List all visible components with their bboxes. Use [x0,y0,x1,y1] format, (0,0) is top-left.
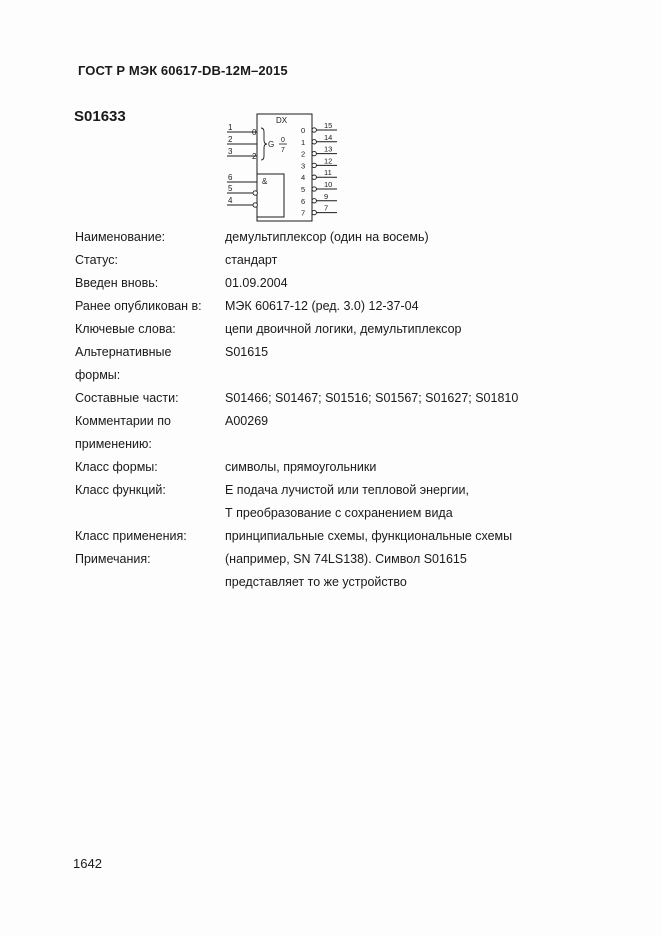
field-row [75,295,635,318]
field-value [225,318,635,341]
field-value-line: символы, прямоугольники [225,460,377,474]
field-label [75,387,225,410]
field-value-line: стандарт [225,253,278,267]
field-label-line: Класс формы: [75,460,158,474]
field-value [225,272,635,295]
field-value-line: демультиплексор (один на восемь) [225,230,429,244]
field-value-line: МЭК 60617-12 (ред. 3.0) 12-37-04 [225,299,419,313]
field-row [75,548,635,594]
field-label-line: Наименование: [75,230,166,244]
output-group [301,121,337,218]
field-label [75,479,225,525]
field-value [225,387,635,410]
input-pin-1: 1 [228,123,233,132]
output-pin-3: 12 [324,156,333,166]
field-value [225,295,635,318]
field-value-line: S01466; S01467; S01516; S01567; S01627; S01810 [225,391,519,405]
field-row [75,479,635,525]
field-row [75,226,635,249]
field-row [75,410,635,456]
field-value-line: Т преобразование с сохранением вида [225,506,453,520]
weight-2: 2 [252,152,257,161]
output-index-2: 2 [301,149,306,159]
output-negation-0 [312,128,316,132]
output-index-4: 4 [301,173,306,183]
output-pin-4: 11 [324,168,332,178]
enable-pin-4: 4 [228,196,233,205]
field-value-line: 01.09.2004 [225,276,288,290]
enable-pin-5: 5 [228,184,233,193]
group-range-bottom: 7 [281,147,285,154]
field-value-line: Е подача лучистой или тепловой энергии, [225,483,469,497]
field-label-line: Альтернативные [75,345,172,359]
field-label [75,548,225,594]
field-label-line: формы: [75,368,121,382]
field-value-line: цепи двоичной логики, демультиплексор [225,322,462,336]
group-range-top: 0 [281,137,285,144]
output-index-7: 7 [301,208,306,218]
field-label-line: Класс функций: [75,483,166,497]
demultiplexer-diagram [220,112,340,227]
field-value-line: принципиальные схемы, функциональные схемы [225,529,513,543]
field-value-line: A00269 [225,414,269,428]
field-row [75,341,635,387]
demultiplexer-symbol [220,112,340,227]
group-label: G [268,140,275,149]
field-label-line: Статус: [75,253,118,267]
field-label [75,525,225,548]
field-row [75,249,635,272]
symbol-code: S01633 [74,108,126,125]
field-label-line: применению: [75,437,152,451]
field-label-line: Введен вновь: [75,276,159,290]
field-label [75,249,225,272]
negation-circle-4 [253,203,257,207]
field-row [75,525,635,548]
field-label-line: Составные части: [75,391,179,405]
field-label-line: Примечания: [75,552,151,566]
input-brace [261,128,267,160]
output-negation-5 [312,187,316,191]
and-qualifier: & [262,177,268,186]
field-label-line: Ранее опубликован в: [75,299,202,313]
output-index-0: 0 [301,126,306,135]
field-label [75,410,225,456]
output-pin-5: 10 [324,180,333,189]
output-negation-2 [312,151,316,155]
field-row [75,387,635,410]
input-pin-2: 2 [228,135,233,144]
field-row [75,272,635,295]
field-label [75,341,225,387]
field-row [75,456,635,479]
output-index-3: 3 [301,161,306,171]
field-value [225,525,635,548]
field-label-line: Класс применения: [75,529,187,543]
output-pin-7: 7 [324,203,329,213]
field-value [225,479,635,525]
field-value [225,226,635,249]
field-label [75,318,225,341]
field-value-line: S01615 [225,345,269,359]
output-pin-6: 9 [324,191,329,201]
output-index-5: 5 [301,185,306,194]
input-pin-3: 3 [228,147,233,156]
field-label [75,295,225,318]
output-negation-4 [312,175,316,179]
output-negation-3 [312,163,316,167]
enable-pin-6: 6 [228,173,233,182]
field-value-line: (например, SN 74LS138). Символ S01615 [225,552,467,566]
field-label-line: Ключевые слова: [75,322,176,336]
output-pin-1: 14 [324,132,333,142]
output-negation-1 [312,140,316,144]
qualifier-label: DX [276,116,288,125]
field-value [225,456,635,479]
field-value [225,410,635,456]
output-index-1: 1 [301,137,306,147]
field-label [75,272,225,295]
field-value [225,249,635,272]
output-negation-6 [312,199,316,203]
field-label [75,226,225,249]
properties-list [75,226,635,594]
field-label-line: Комментарии по [75,414,171,428]
output-index-6: 6 [301,196,306,206]
field-value-line: представляет то же устройство [225,575,407,589]
negation-circle-5 [253,191,257,195]
field-row [75,318,635,341]
output-negation-7 [312,210,316,214]
field-label [75,456,225,479]
field-value [225,341,635,387]
output-pin-0: 15 [324,121,333,130]
field-value [225,548,635,594]
page-number: 1642 [73,856,102,871]
output-pin-2: 13 [324,144,333,154]
weight-0: 0 [252,128,257,137]
document-header: ГОСТ Р МЭК 60617-DB-12M–2015 [78,63,288,78]
